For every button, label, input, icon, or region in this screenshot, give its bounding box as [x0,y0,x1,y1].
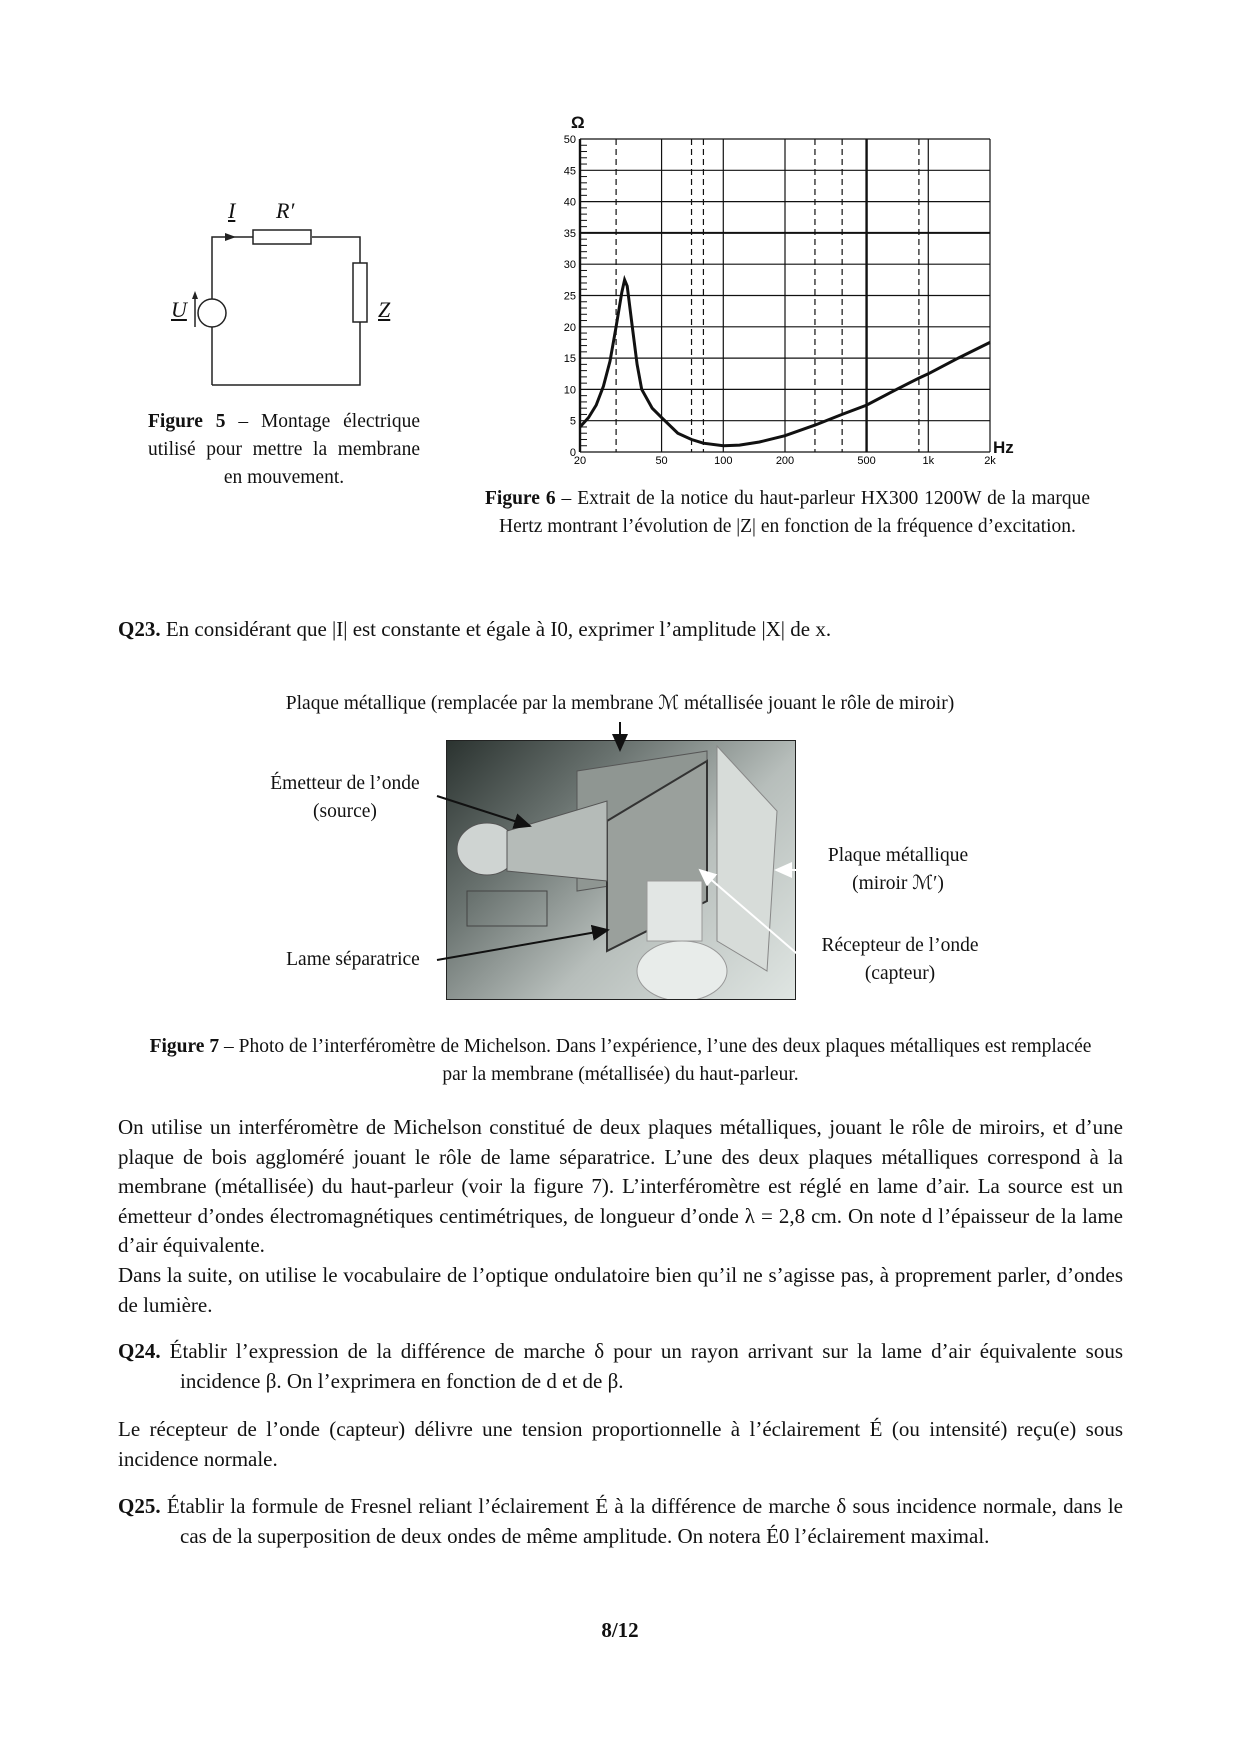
figure6-caption-text: – Extrait de la notice du haut-parleur HX300 1200W de la marque Hertz montrant l’évolution de |Z| en fonction de la fréquence d’excitation. [499,488,1090,537]
y-axis-unit: Ω [571,113,585,132]
svg-text:25: 25 [563,290,576,303]
splitter-label: Lame séparatrice [286,949,420,970]
svg-text:500: 500 [857,455,876,467]
svg-text:0: 0 [569,447,576,459]
figure7-caption-text: – Photo de l’interféromètre de Michelson. Dans l’expérience, l’une des deux plaques métalliques est remplacée par la membrane (métallisée) du haut-parleur. [219,1036,1092,1085]
svg-text:40: 40 [563,196,576,209]
figure6-caption-label: Figure 6 [485,488,556,509]
q25-text: Établir la formule de Fresnel reliant l’éclairement É à la différence de marche δ sous incidence normale, dans le cas de la superposition de deux ondes de même amplitude. On notera É0 l’éclairement maximal. [166,1494,1123,1548]
impedance-label: Z [378,297,391,322]
figure7-caption-label: Figure 7 [149,1036,220,1057]
q24-text: Établir l’expression de la différence de marche δ pour un rayon arrivant sur la lame d’air équivalente sous incidence β. On l’exprimera en fonction de d et de β. [169,1339,1123,1393]
svg-text:200: 200 [775,455,795,467]
top-plate-label: Plaque métallique (remplacée par la membrane ℳ métallisée jouant le rôle de miroir) [285,693,955,714]
svg-text:5: 5 [569,415,576,428]
svg-text:30: 30 [563,259,576,272]
q23-text: En considérant que |I| est constante et égale à I0, exprimer l’amplitude |X| de x. [165,617,832,641]
paragraph-receiver: Le récepteur de l’onde (capteur) délivre une tension proportionnelle à l’éclairement É (ou intensité) reçu(e) sous incidence normale. [118,1417,1123,1471]
svg-text:2k: 2k [984,455,996,467]
mirror-label: Plaque métallique (miroir ℳ′) [827,845,969,894]
svg-text:1k: 1k [922,455,935,467]
receiver-label: Récepteur de l’onde (capteur) [821,935,979,984]
svg-text:50: 50 [655,455,668,467]
x-axis-unit: Hz [993,438,1014,457]
svg-text:10: 10 [563,384,576,397]
figure5-caption-label: Figure 5 [148,411,226,432]
svg-text:45: 45 [563,165,576,178]
q24-label: Q24. [118,1339,161,1363]
question-q25 [118,1492,1123,1551]
q25-label: Q25. [118,1494,161,1518]
q23-label: Q23. [118,617,161,641]
figure5-caption-text: – Montage électrique utilisé pour mettre la membrane en mouvement. [148,411,420,488]
resistor-label: R′ [276,198,295,223]
emitter-label: Émetteur de l’onde (source) [270,773,420,822]
svg-text:35: 35 [563,227,576,240]
current-label: I [228,198,236,223]
source-label: U [171,297,187,322]
svg-text:100: 100 [714,455,733,467]
question-q24 [118,1337,1123,1396]
svg-text:50: 50 [563,134,576,146]
svg-text:20: 20 [563,321,576,334]
figure7-caption [148,1033,1093,1089]
paragraph-intro: On utilise un interféromètre de Michelson constitué de deux plaques métalliques, jouant le rôle de miroirs, et d’une plaque de bois aggloméré jouant le rôle de lame séparatrice. L’une des deux plaques métalliques correspond à la membrane (métallisée) du haut-parleur (voir la figure 7). L’interféromètre est réglé en lame d’air. La source est un émetteur d’ondes électromagnétiques centimétriques, de longueur d’onde λ = 2,8 cm. On note d l’épaisseur de la lame d’air équivalente. [118,1115,1123,1257]
svg-text:15: 15 [563,353,576,366]
page-number: 8/12 [601,1618,639,1642]
svg-text:20: 20 [573,455,587,467]
paragraph-vocabulary: Dans la suite, on utilise le vocabulaire de l’optique ondulatoire bien qu’il ne s’agisse pas, à proprement parler, d’ondes de lumière. [118,1263,1123,1317]
